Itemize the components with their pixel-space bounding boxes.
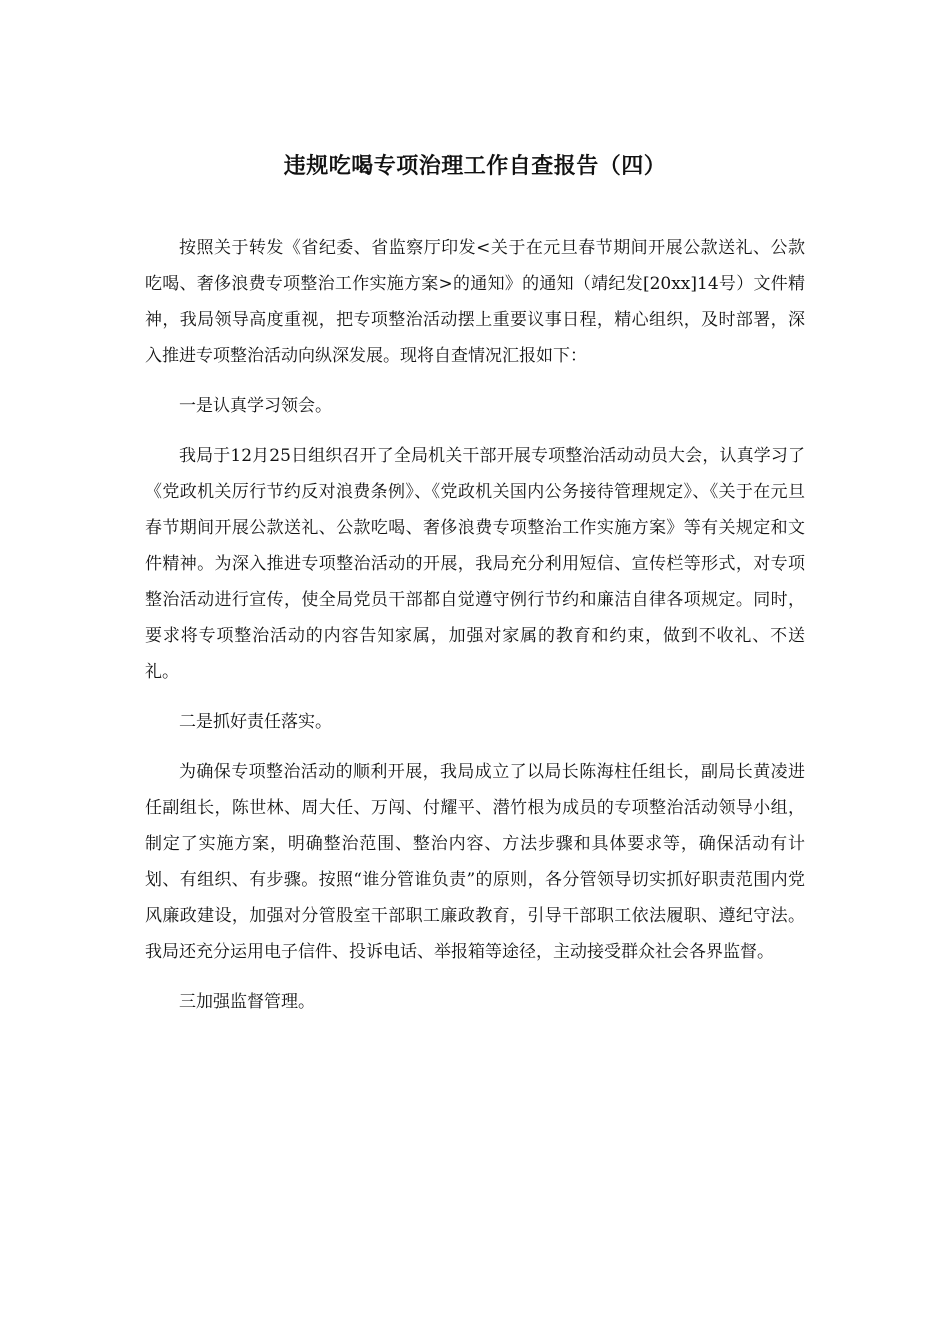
section-heading-supervision: 三加强监督管理。 <box>179 992 315 1012</box>
section-heading-study: 一是认真学习领会。 <box>179 396 332 416</box>
intro-paragraph: 按照关于转发《省纪委、省监察厅印发<关于在元旦春节期间开展公款送礼、公款吃喝、奢侈浪费专项整治工作实施方案>的通知》的通知（靖纪发[20xx]14号）文件精神，我局领导高度重视，把专项整治活动摆上重要议事日程，精心组织，及时部署，深入推进专项整治活动向纵深发展。现将自查情况汇报如下： <box>145 238 805 366</box>
document-body <box>145 230 805 1020</box>
section-heading-responsibility: 二是抓好责任落实。 <box>179 712 332 732</box>
study-paragraph: 我局于12月25日组织召开了全局机关干部开展专项整治活动动员大会，认真学习了《党政机关厉行节约反对浪费条例》、《党政机关国内公务接待管理规定》、《关于在元旦春节期间开展公款送礼、公款吃喝、奢侈浪费专项整治工作实施方案》等有关规定和文件精神。为深入推进专项整治活动的开展，我局充分利用短信、宣传栏等形式，对专项整治活动进行宣传，使全局党员干部都自觉遵守例行节约和廉洁自律各项规定。同时，要求将专项整治活动的内容告知家属，加强对家属的教育和约束，做到不收礼、不送礼。 <box>145 446 805 682</box>
responsibility-paragraph: 为确保专项整治活动的顺利开展，我局成立了以局长陈海柱任组长，副局长黄凌进任副组长，陈世林、周大任、万闯、付耀平、潜竹根为成员的专项整治活动领导小组，制定了实施方案，明确整治范围、整治内容、方法步骤和具体要求等，确保活动有计划、有组织、有步骤。按照“谁分管谁负责”的原则，各分管领导切实抓好职责范围内党风廉政建设，加强对分管股室干部职工廉政教育，引导干部职工依法履职、遵纪守法。我局还充分运用电子信件、投诉电话、举报箱等途径，主动接受群众社会各界监督。 <box>145 762 805 962</box>
document-title: 违规吃喝专项治理工作自查报告（四） <box>283 154 667 179</box>
